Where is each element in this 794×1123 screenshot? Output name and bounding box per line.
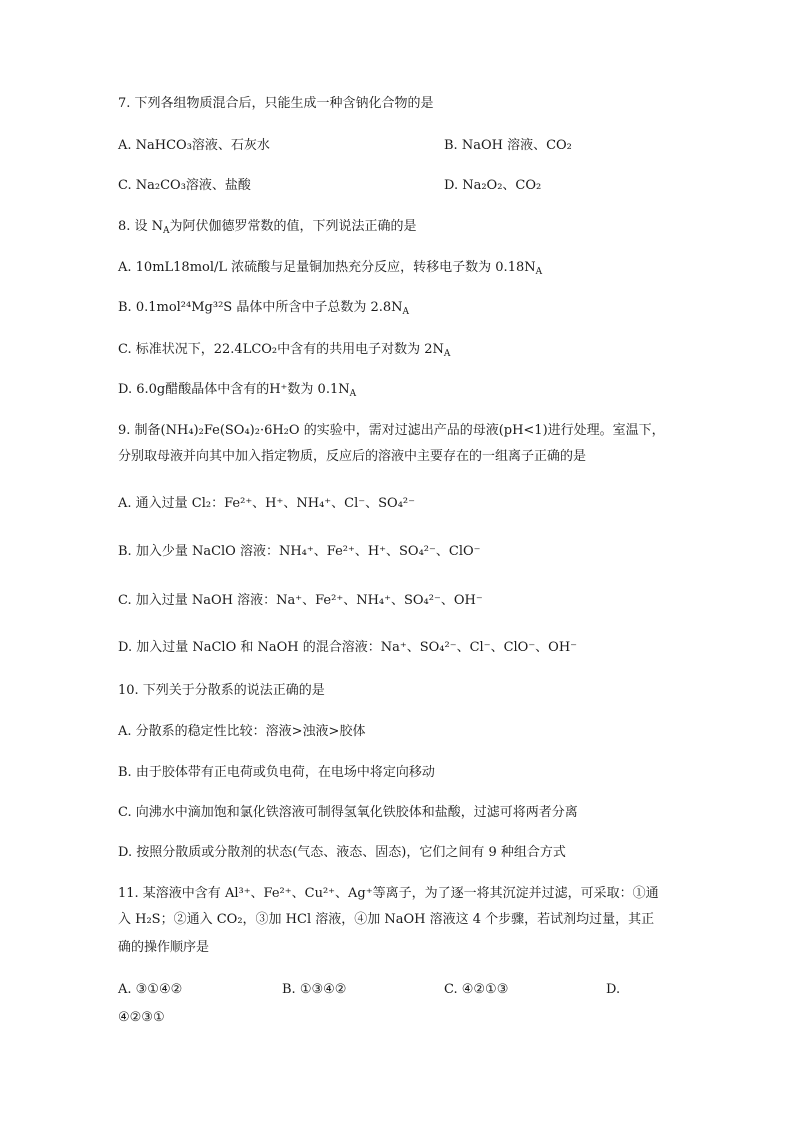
q11-option-c: C. ④②①③	[444, 982, 509, 997]
q10-option-d: D. 按照分散质或分散剂的状态(气态、液态、固态)，它们之间有 9 种组合方式	[118, 845, 566, 860]
q9-option-c: C. 加入过量 NaOH 溶液：Na⁺、Fe²⁺、NH₄⁺、SO₄²⁻、OH⁻	[118, 593, 483, 608]
q10-option-b: B. 由于胶体带有正电荷或负电荷，在电场中将定向移动	[118, 765, 435, 780]
q8-option-b: B. 0.1mol²⁴Mg³²S 晶体中所含中子总数为 $2.8N_A$	[118, 300, 410, 317]
q11-option-b: B. ①③④②	[282, 982, 347, 997]
q7-stem: 7. 下列各组物质混合后，只能生成一种含钠化合物的是	[118, 96, 434, 111]
q11-option-d-label: D.	[606, 982, 621, 997]
q9-stem-line2: 分别取母液并向其中加入指定物质，反应后的溶液中主要存在的一组离子正确的是	[118, 449, 587, 464]
q7-option-c: C. Na₂CO₃溶液、盐酸	[118, 178, 251, 193]
q9-option-a: A. 通入过量 Cl₂：Fe²⁺、H⁺、NH₄⁺、Cl⁻、SO₄²⁻	[118, 496, 415, 511]
q9-option-d: D. 加入过量 NaClO 和 NaOH 的混合溶液：Na⁺、SO₄²⁻、Cl⁻、ClO⁻、OH⁻	[118, 640, 578, 655]
q11-stem-line1: 11. 某溶液中含有 Al³⁺、Fe²⁺、Cu²⁺、Ag⁺等离子，为了逐一将其沉淀并过滤，可采取：①通	[118, 886, 659, 901]
q11-option-d-value: ④②③①	[118, 1010, 165, 1025]
q8-stem: 8. 设 $N_A$为阿伏伽德罗常数的值，下列说法正确的是	[118, 219, 417, 236]
q11-stem-line2: 入 H₂S；②通入 CO₂，③加 HCl 溶液，④加 NaOH 溶液这 4 个步骤，若试剂均过量，其正	[118, 912, 655, 927]
q8-option-a: A. 10mL18mol/L 浓硫酸与足量铜加热充分反应，转移电子数为 $0.18N_A$	[118, 260, 543, 277]
q8-option-d: D. 6.0g醋酸晶体中含有的H⁺数为 $0.1N_A$	[118, 382, 357, 399]
q9-option-b: B. 加入少量 NaClO 溶液：NH₄⁺、Fe²⁺、H⁺、SO₄²⁻、ClO⁻	[118, 544, 481, 559]
q11-stem-line3: 确的操作顺序是	[118, 940, 210, 955]
q9-stem-line1: 9. 制备(NH₄)₂Fe(SO₄)₂·6H₂O 的实验中，需对过滤出产品的母液(pH<1)进行处理。室温下，	[118, 423, 665, 438]
q11-option-a: A. ③①④②	[118, 982, 183, 997]
q10-option-a: A. 分散系的稳定性比较：溶液>浊液>胶体	[118, 724, 366, 739]
q7-option-b: B. NaOH 溶液、CO₂	[444, 138, 572, 153]
q10-option-c: C. 向沸水中滴加饱和氯化铁溶液可制得氢氧化铁胶体和盐酸，过滤可将两者分离	[118, 805, 578, 820]
q7-option-d: D. Na₂O₂、CO₂	[444, 178, 542, 193]
q10-stem: 10. 下列关于分散系的说法正确的是	[118, 683, 325, 698]
q7-option-a: A. NaHCO₃溶液、石灰水	[118, 138, 270, 153]
q8-option-c: C. 标准状况下，22.4LCO₂中含有的共用电子对数为 $2N_A$	[118, 342, 451, 359]
